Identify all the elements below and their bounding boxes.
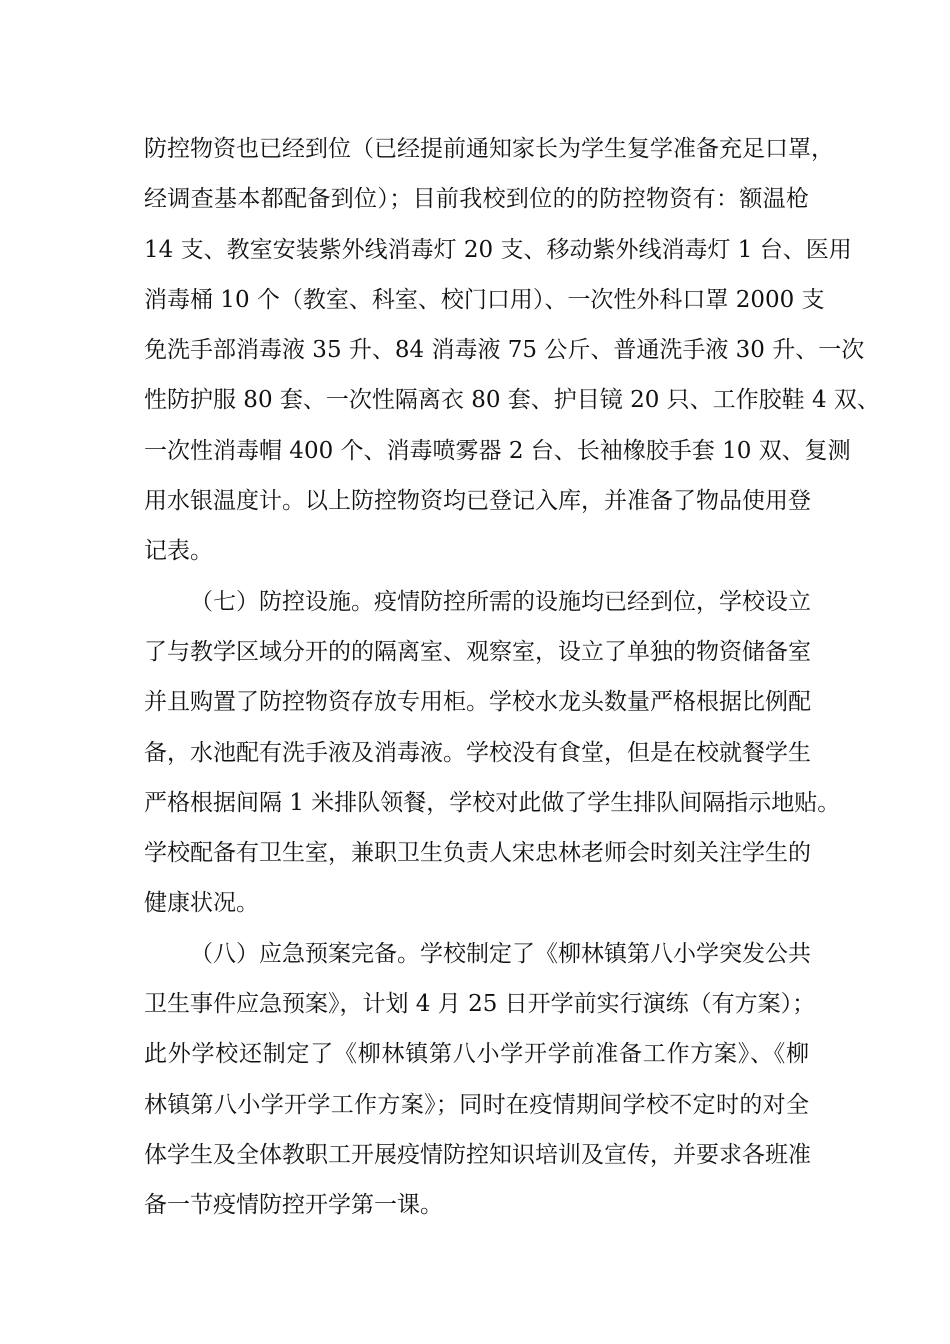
text-line: 此外学校还制定了《柳林镇第八小学开学前准备工作方案》、《柳 bbox=[144, 1041, 809, 1068]
document-body bbox=[144, 124, 880, 1231]
text-line: 记表。 bbox=[144, 538, 213, 565]
text-line: 严格根据间隔 1 米排队领餐，学校对此做了学生排队间隔指示地贴。 bbox=[144, 789, 841, 816]
text-line: 林镇第八小学开学工作方案》；同时在疫情期间学校不定时的对全 bbox=[144, 1091, 809, 1118]
text-line: 了与教学区域分开的的隔离室、观察室，设立了单独的物资储备室 bbox=[144, 638, 811, 665]
text-line: 性防护服 80 套、一次性隔离衣 80 套、护目镜 20 只、工作胶鞋 4 双、 bbox=[144, 387, 880, 414]
text-line: 健康状况。 bbox=[144, 890, 259, 917]
text-line: 并且购置了防控物资存放专用柜。学校水龙头数量严格根据比例配 bbox=[144, 689, 811, 716]
paragraph-supplies bbox=[144, 124, 880, 577]
text-line: 防控物资也已经到位（已经提前通知家长为学生复学准备充足口罩， bbox=[144, 136, 834, 162]
text-line: 经调查基本都配备到位）；目前我校到位的的防控物资有：额温枪 bbox=[144, 186, 809, 213]
text-line: 免洗手部消毒液 35 升、84 消毒液 75 公斤、普通洗手液 30 升、一次 bbox=[144, 337, 865, 364]
text-line: 14 支、教室安装紫外线消毒灯 20 支、移动紫外线消毒灯 1 台、医用 bbox=[144, 236, 852, 263]
text-line: 体学生及全体教职工开展疫情防控知识培训及宣传，并要求各班准 bbox=[144, 1141, 811, 1168]
text-line: 备，水池配有洗手液及消毒液。学校没有食堂，但是在校就餐学生 bbox=[144, 739, 811, 766]
text-line: 用水银温度计。以上防控物资均已登记入库，并准备了物品使用登 bbox=[144, 488, 811, 515]
text-line: （八）应急预案完备。学校制定了《柳林镇第八小学突发公共 bbox=[190, 940, 811, 967]
text-line: 一次性消毒帽 400 个、消毒喷雾器 2 台、长袖橡胶手套 10 双、复测 bbox=[144, 437, 851, 464]
paragraph-facilities bbox=[144, 577, 841, 929]
text-line: 备一节疫情防控开学第一课。 bbox=[144, 1192, 443, 1219]
paragraph-emergency-plan bbox=[144, 929, 816, 1231]
text-line: 卫生事件应急预案》，计划 4 月 25 日开学前实行演练（有方案）； bbox=[144, 991, 816, 1018]
text-line: 学校配备有卫生室，兼职卫生负责人宋忠林老师会时刻关注学生的 bbox=[144, 840, 811, 867]
text-line: 消毒桶 10 个（教室、科室、校门口用）、一次性外科口罩 2000 支 bbox=[144, 286, 825, 313]
text-line: （七）防控设施。疫情防控所需的设施均已经到位，学校设立 bbox=[190, 588, 811, 615]
